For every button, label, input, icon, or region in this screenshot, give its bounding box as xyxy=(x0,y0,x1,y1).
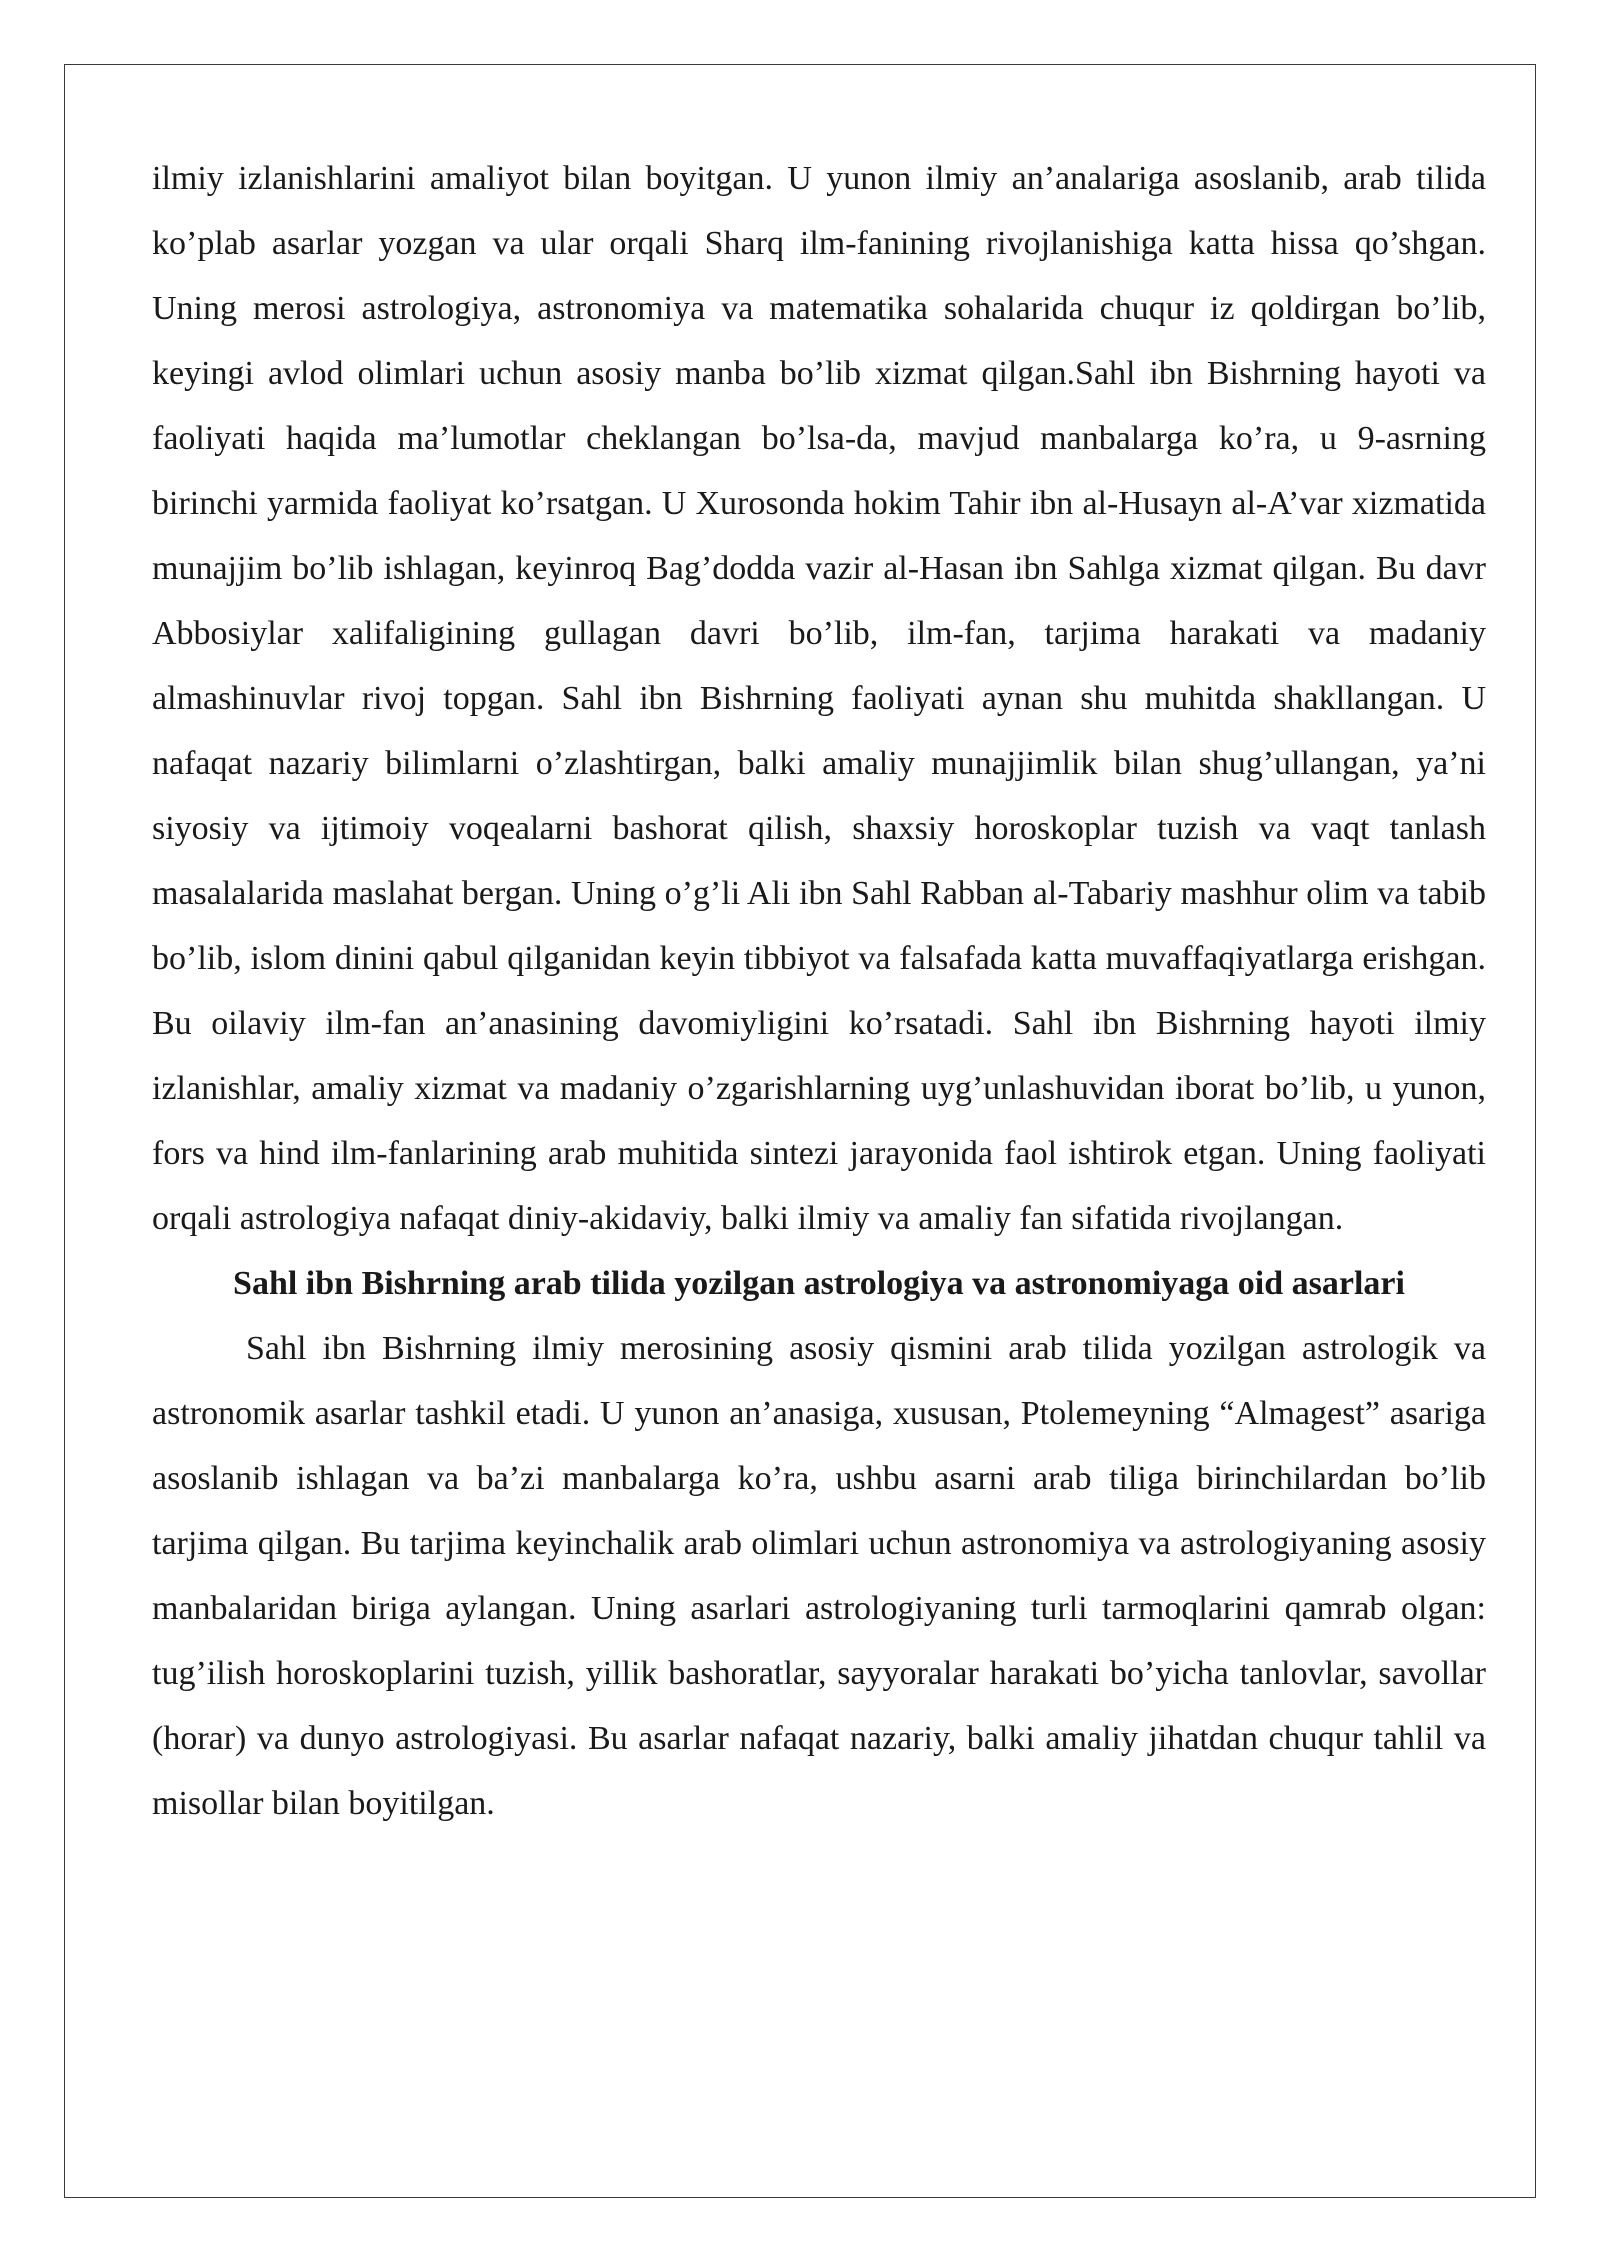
document-body xyxy=(152,146,1486,1836)
body-paragraph-2: Sahl ibn Bishrning ilmiy merosining asosiy qismini arab tilida yozilgan astrologik va astronomik asarlar tashkil etadi. U yunon an’anasiga, xususan, Ptolemeyning “Almagest” asariga asoslanib ishlagan va ba’zi manbalarga ko’ra, ushbu asarni arab tiliga birinchilardan bo’lib tarjima qilgan. Bu tarjima keyinchalik arab olimlari uchun astronomiya va astrologiyaning asosiy manbalaridan biriga aylangan. Uning asarlari astrologiyaning turli tarmoqlarini qamrab olgan: tug’ilish horoskoplarini tuzish, yillik bashoratlar, sayyoralar harakati bo’yicha tanlovlar, savollar (horar) va dunyo astrologiyasi. Bu asarlar nafaqat nazariy, balki amaliy jihatdan chuqur tahlil va misollar bilan boyitilgan. xyxy=(152,1330,1486,1822)
body-paragraph-1: ilmiy izlanishlarini amaliyot bilan boyitgan. U yunon ilmiy an’analariga asoslanib, arab tilida ko’plab asarlar yozgan va ular orqali Sharq ilm-fanining rivojlanishiga katta hissa qo’shgan. Uning merosi astrologiya, astronomiya va matematika sohalarida chuqur iz qoldirgan bo’lib, keyingi avlod olimlari uchun asosiy manba bo’lib xizmat qilgan.Sahl ibn Bishrning hayoti va faoliyati haqida ma’lumotlar cheklangan bo’lsa-da, mavjud manbalarga ko’ra, u 9-asrning birinchi yarmida faoliyat ko’rsatgan. U Xurosonda hokim Tahir ibn al-Husayn al-A’var xizmatida munajjim bo’lib ishlagan, keyinroq Bag’dodda vazir al-Hasan ibn Sahlga xizmat qilgan. Bu davr Abbosiylar xalifaligining gullagan davri bo’lib, ilm-fan, tarjima harakati va madaniy almashinuvlar rivoj topgan. Sahl ibn Bishrning faoliyati aynan shu muhitda shakllangan. U nafaqat nazariy bilimlarni o’zlashtirgan, balki amaliy munajjimlik bilan shug’ullangan, ya’ni siyosiy va ijtimoiy voqealarni bashorat qilish, shaxsiy horoskoplar tuzish va vaqt tanlash masalalarida maslahat bergan. Uning o’g’li Ali ibn Sahl Rabban al-Tabariy mashhur olim va tabib bo’lib, islom dinini qabul qilganidan keyin tibbiyot va falsafada katta muvaffaqiyatlarga erishgan. Bu oilaviy ilm-fan an’anasining davomiyligini ko’rsatadi. Sahl ibn Bishrning hayoti ilmiy izlanishlar, amaliy xizmat va madaniy o’zgarishlarning uyg’unlashuvidan iborat bo’lib, u yunon, fors va hind ilm-fanlarining arab muhitida sintezi jarayonida faol ishtirok etgan. Uning faoliyati orqali astrologiya nafaqat diniy-akidaviy, balki ilmiy va amaliy fan sifatida rivojlangan. xyxy=(152,160,1486,1237)
section-heading: Sahl ibn Bishrning arab tilida yozilgan astrologiya va astronomiyaga oid asarlari xyxy=(233,1265,1405,1302)
